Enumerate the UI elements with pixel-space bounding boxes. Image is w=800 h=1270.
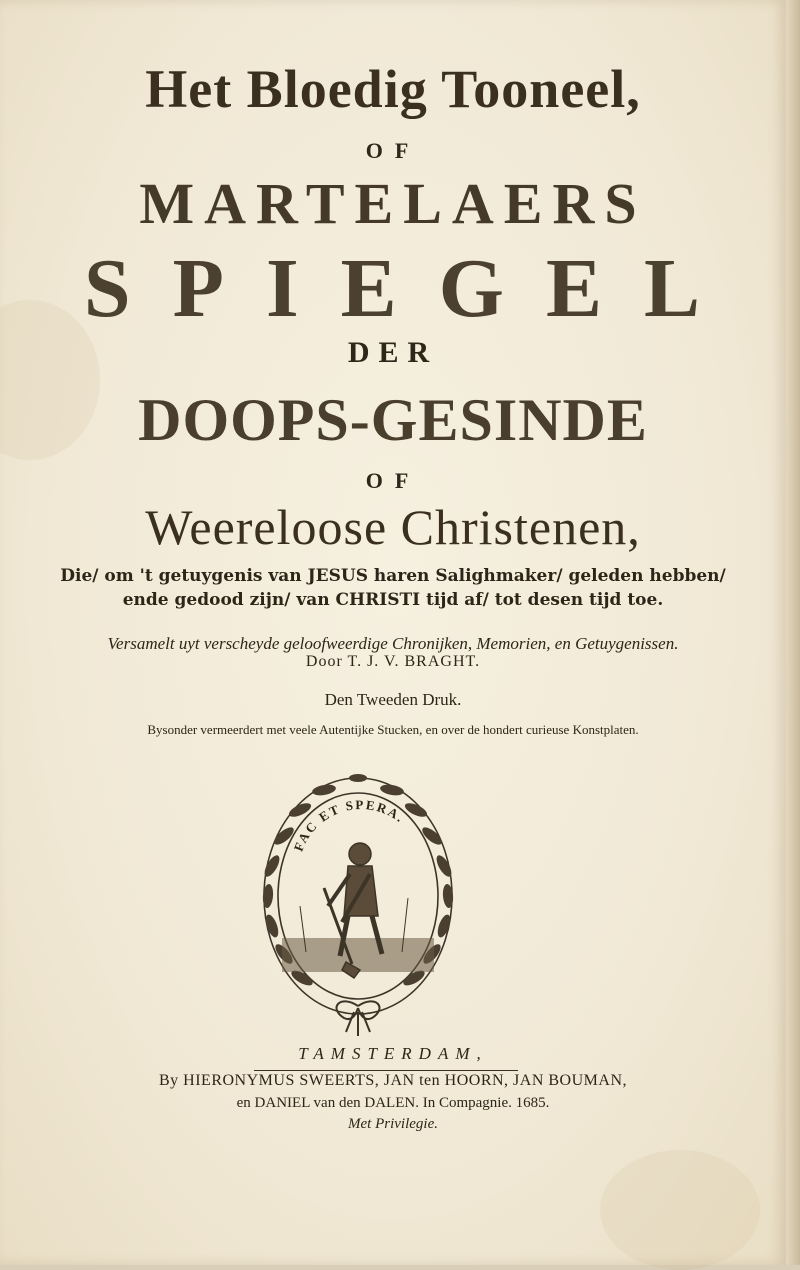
title-line-doops-gesinde: DOOPS-GESINDE bbox=[138, 387, 648, 453]
subtitle-line-2: ende gedood zijn/ van CHRISTI tijd af/ tot desen tijd toe. bbox=[122, 590, 664, 610]
connector-der: DER bbox=[347, 336, 439, 369]
edition-line: Den Tweeden Druk. bbox=[324, 690, 462, 709]
imprint-place: TAMSTERDAM, bbox=[298, 1044, 488, 1063]
title-line-martelaers: MARTELAERS bbox=[139, 171, 647, 236]
title-line-het-bloedig-tooneel: Het Bloedig Tooneel, bbox=[145, 59, 641, 119]
title-line-spiegel: SPIEGEL bbox=[83, 242, 743, 335]
privilege-line: Met Privilegie. bbox=[348, 1116, 438, 1132]
subtitle-line-1: Die/ om 't getuygenis van JESUS haren Salighmaker/ geleden hebben/ bbox=[60, 566, 726, 586]
digging-farmer-icon bbox=[282, 843, 434, 978]
publishers-line-2: en DANIEL van den DALEN. In Compagnie. 1685. bbox=[236, 1095, 550, 1111]
title-line-weereloose-christenen: Weereloose Christenen, bbox=[145, 499, 641, 555]
compiled-from-line: Versamelt uyt verscheyde geloofweerdige Chronijken, Memorien, en Getuygenissen. bbox=[107, 634, 679, 653]
publishers-line-1: By HIERONYMUS SWEERTS, JAN ten HOORN, JAN BOUMAN, bbox=[159, 1072, 627, 1089]
printer-emblem-wreath bbox=[248, 756, 468, 1038]
page-edge bbox=[786, 0, 800, 1265]
connector-of: OF bbox=[365, 138, 421, 163]
author-line: Door T. J. V. BRAGHT. bbox=[305, 653, 481, 670]
connector-of-2: OF bbox=[365, 468, 421, 493]
emblem-motto: FAC ET SPERA. bbox=[290, 797, 409, 854]
imprint-rule bbox=[254, 1070, 518, 1071]
paper-stain bbox=[600, 1150, 760, 1270]
augmented-line: Bysonder vermeerdert met veele Autentijke Stucken, en over de hondert curieuse Konstplaten. bbox=[147, 722, 639, 737]
ribbon-bow-icon bbox=[337, 1001, 380, 1036]
